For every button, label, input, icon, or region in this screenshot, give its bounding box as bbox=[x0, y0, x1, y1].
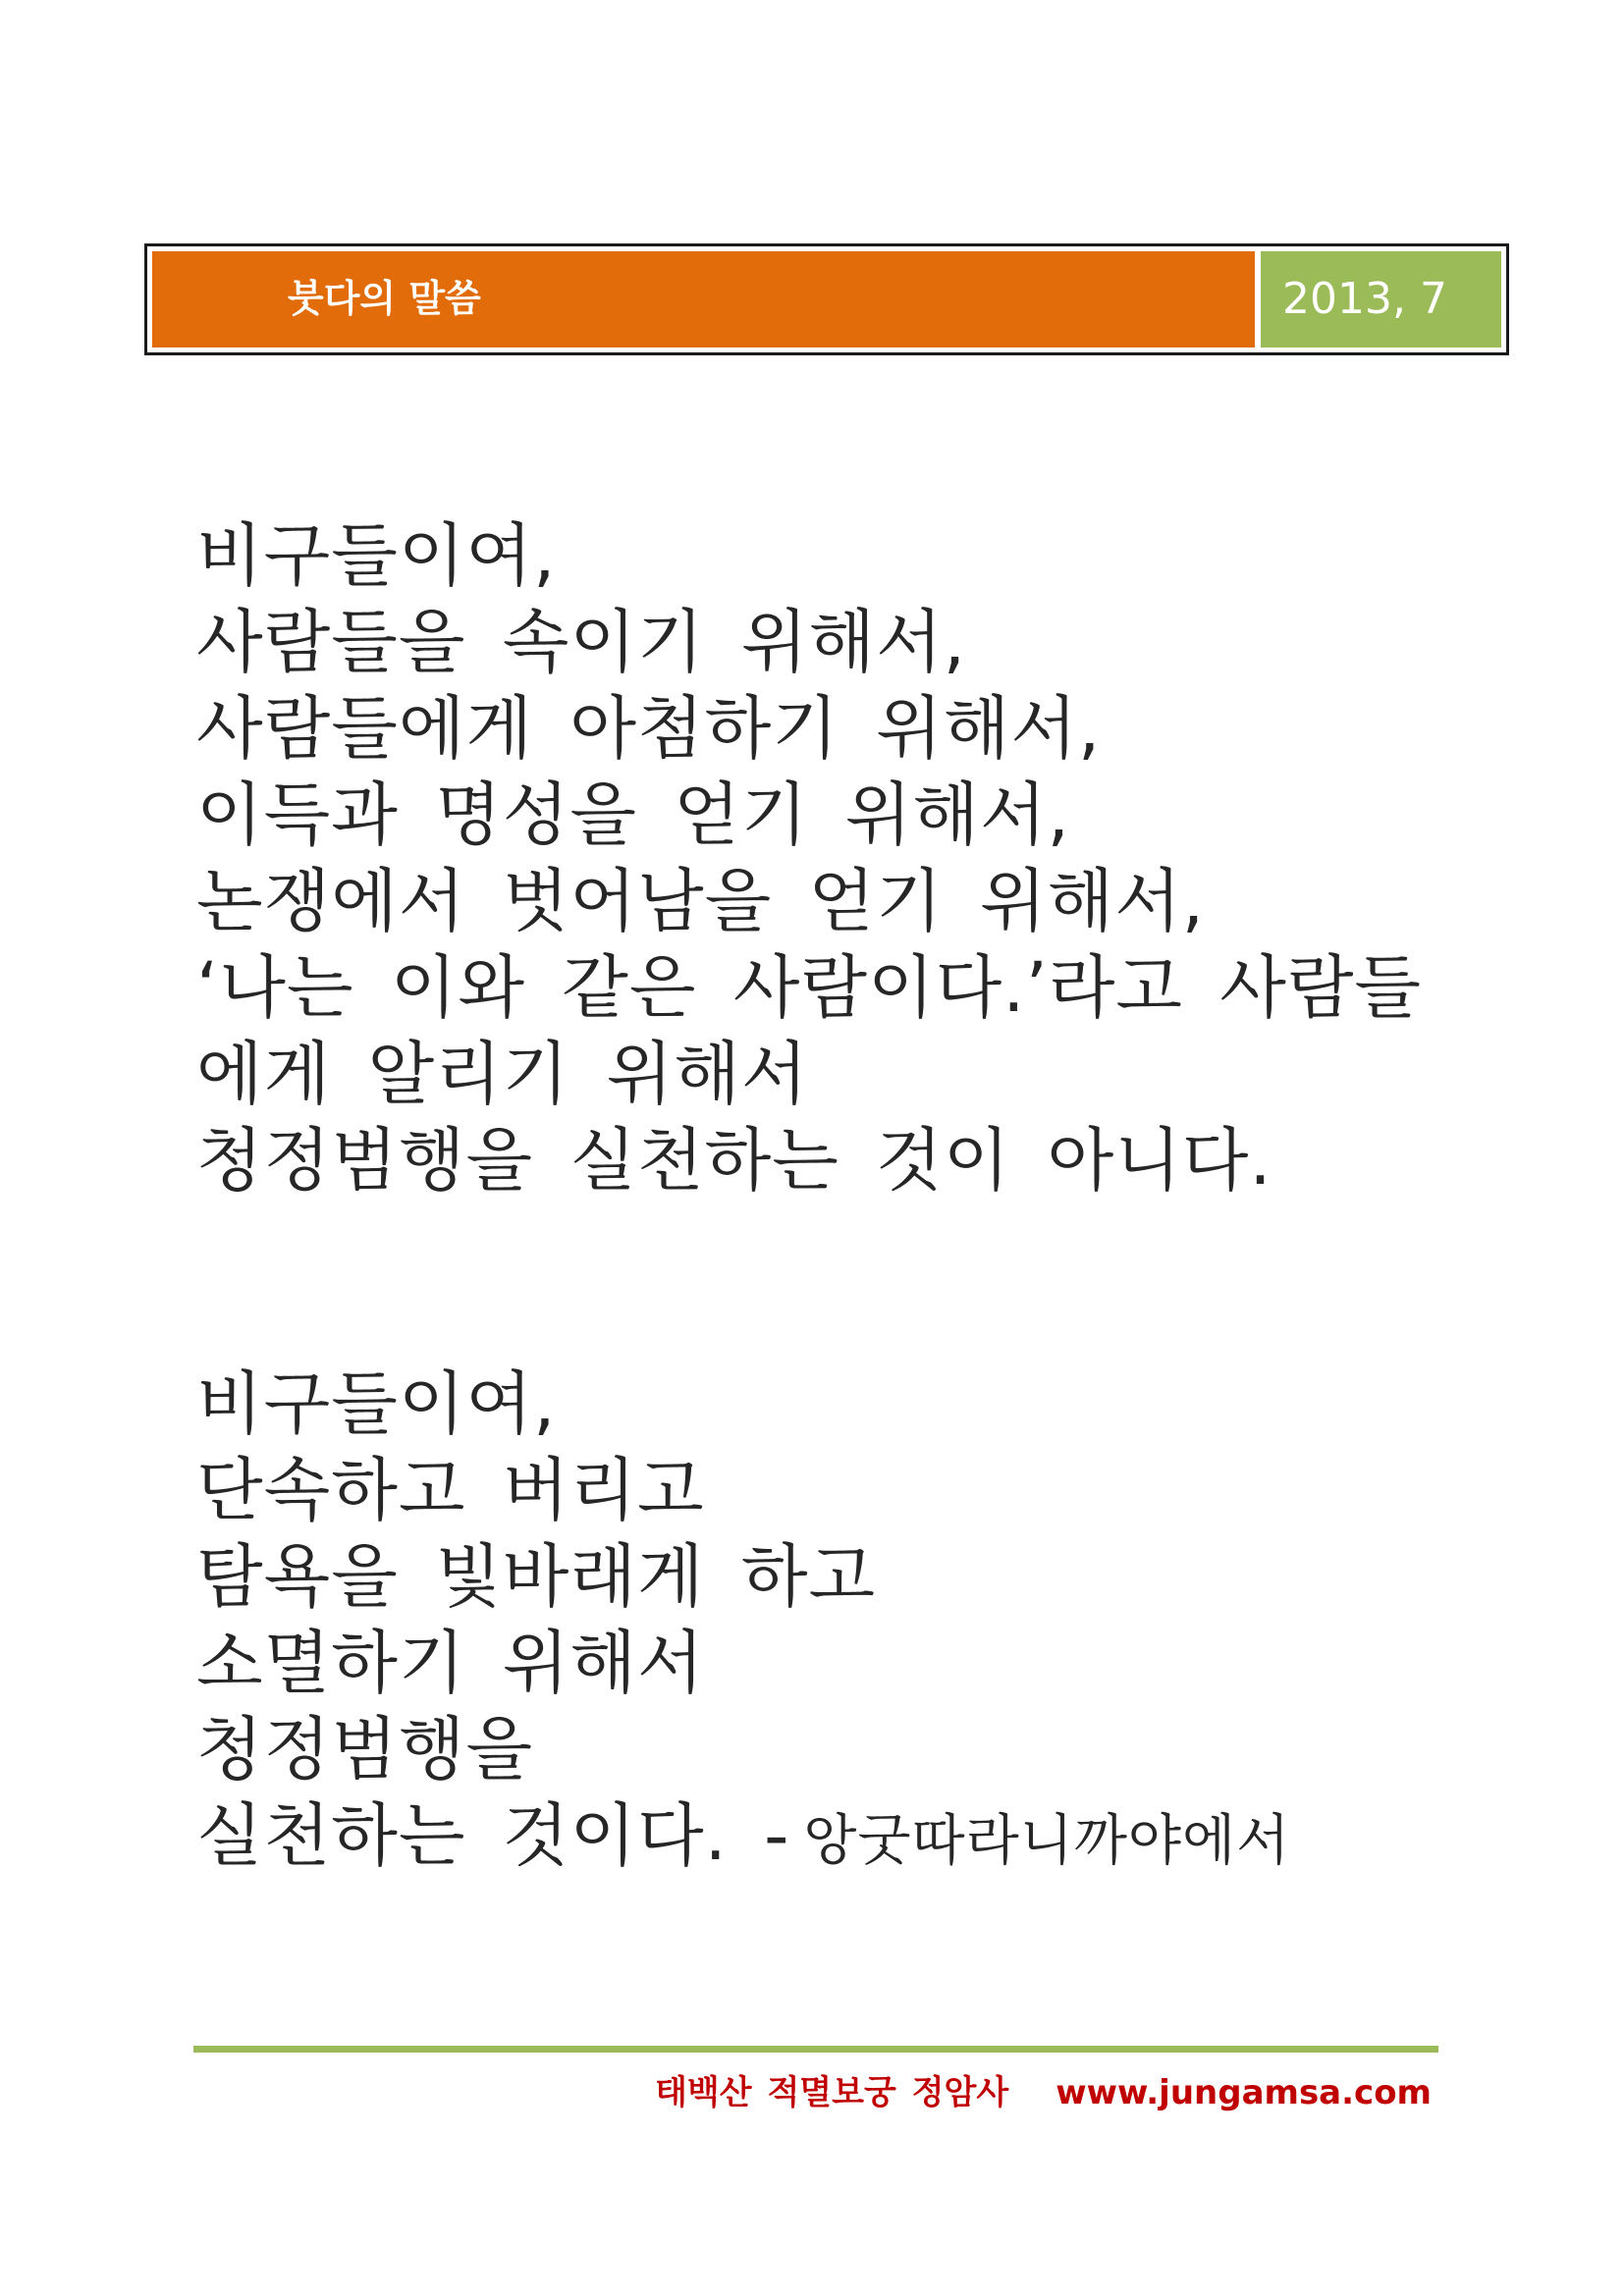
verse-source: 앙굿따라니까야에서 bbox=[803, 1809, 1291, 1873]
footer-temple-name: 태백산 적멸보궁 정암사 bbox=[655, 2073, 1009, 2112]
verse-line: ‘나는 이와 같은 사람이다.’라고 사람들 bbox=[196, 947, 1423, 1028]
verse-line: 비구들이여, bbox=[196, 1363, 557, 1444]
verse-line: 소멸하기 위해서 bbox=[196, 1623, 705, 1703]
verse-line: 이득과 명성을 얻기 위해서, bbox=[196, 774, 1070, 855]
header-title-cell bbox=[152, 251, 1255, 347]
header-date: 2013, 7 bbox=[1282, 274, 1447, 324]
verse-line: 탐욕을 빛바래게 하고 bbox=[196, 1536, 877, 1617]
footer-divider bbox=[193, 2046, 1438, 2053]
verse-last-line bbox=[196, 1792, 1290, 1879]
footer bbox=[655, 2071, 1432, 2114]
header-title: 붓다의 말씀 bbox=[288, 277, 481, 320]
verse-stanza-1 bbox=[196, 512, 1422, 1203]
verse-line: 사람들을 속이기 위해서, bbox=[196, 602, 966, 682]
footer-url: www.jungamsa.com bbox=[1056, 2073, 1432, 2112]
verse-line-text: 실천하는 것이다. - bbox=[196, 1795, 790, 1876]
header-date-cell bbox=[1261, 251, 1501, 347]
verse-line: 청정범행을 bbox=[196, 1709, 534, 1789]
verse-line: 사람들에게 아첨하기 위해서, bbox=[196, 688, 1102, 769]
verse-line: 에게 알리기 위해서 bbox=[196, 1034, 809, 1114]
verse-line: 단속하고 버리고 bbox=[196, 1450, 705, 1530]
verse-line: 비구들이여, bbox=[196, 515, 557, 596]
verse-stanza-2 bbox=[196, 1361, 1290, 1879]
verse-line: 논쟁에서 벗어남을 얻기 위해서, bbox=[196, 861, 1206, 941]
verse-line: 청정범행을 실천하는 것이 아니다. bbox=[196, 1120, 1272, 1201]
header-banner bbox=[144, 243, 1509, 355]
